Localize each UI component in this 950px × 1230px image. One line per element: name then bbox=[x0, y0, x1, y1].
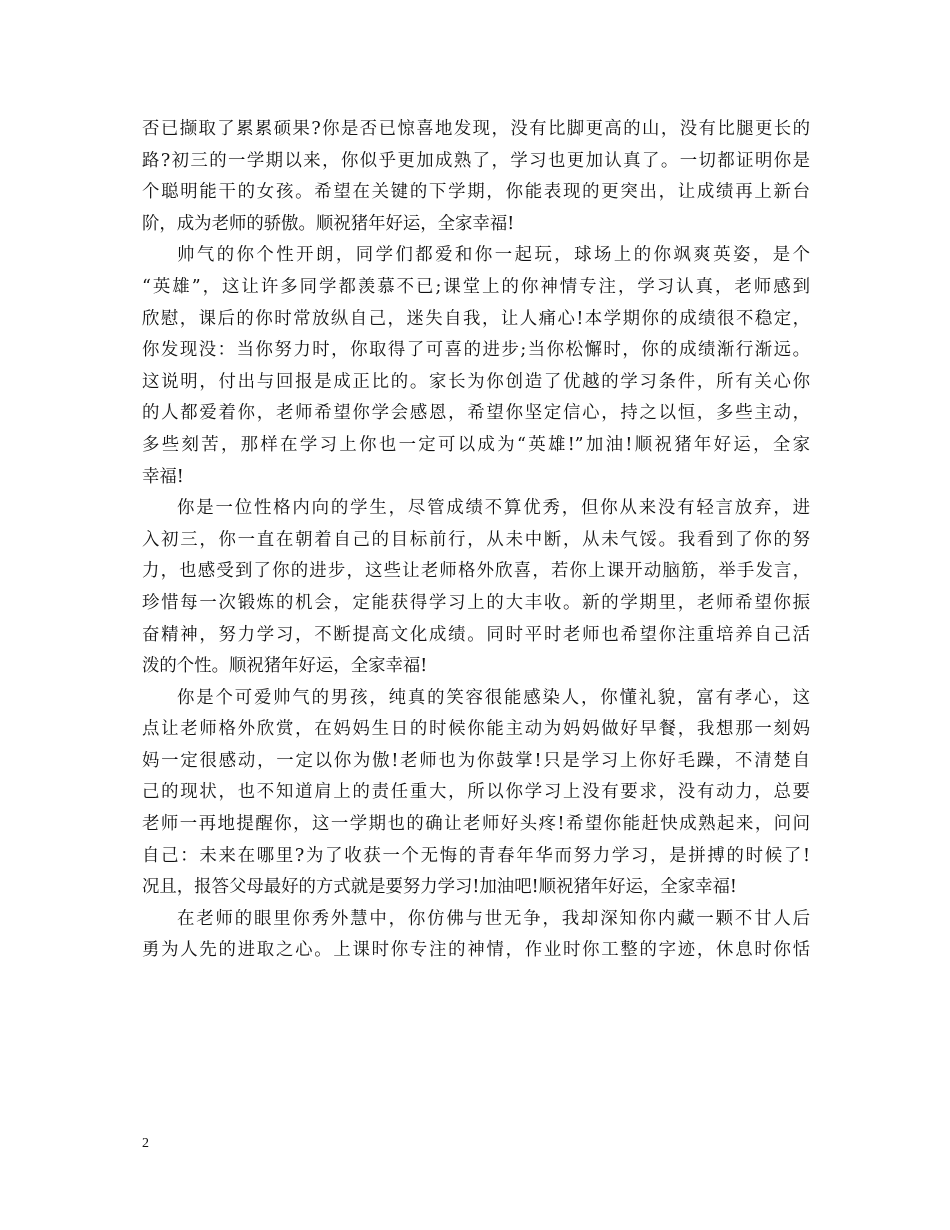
text-line-17: 奋精神，努力学习，不断提高文化成绩。同时平时老师也希望你注重培养自己活 bbox=[142, 624, 810, 645]
document-body bbox=[142, 114, 810, 967]
text-line-11: 多些刻苦，那样在学习上你也一定可以成为“英雄!”加油!顺祝猪年好运，全家 bbox=[142, 434, 810, 455]
text-line-27: 勇为人先的进取之心。上课时你专注的神情，作业时你工整的字迹，休息时你恬 bbox=[142, 940, 810, 961]
text-line-16: 珍惜每一次锻炼的机会，定能获得学习上的大丰收。新的学期里，老师希望你振 bbox=[142, 592, 810, 613]
text-line-2: 路?初三的一学期以来，你似乎更加成熟了，学习也更加认真了。一切都证明你是 bbox=[142, 150, 810, 171]
text-line-4: 阶，成为老师的骄傲。顺祝猪年好运，全家幸福! bbox=[142, 213, 515, 234]
text-line-8: 你发现没：当你努力时，你取得了可喜的进步;当你松懈时，你的成绩渐行渐远。 bbox=[142, 340, 810, 361]
text-line-14: 入初三，你一直在朝着自己的目标前行，从未中断，从未气馁。我看到了你的努 bbox=[142, 529, 810, 550]
text-line-13: 你是一位性格内向的学生，尽管成绩不算优秀，但你从来没有轻言放弃，进 bbox=[177, 498, 810, 519]
text-line-18: 泼的个性。顺祝猪年好运，全家幸福! bbox=[142, 656, 428, 677]
text-line-20: 点让老师格外欣赏，在妈妈生日的时候你能主动为妈妈做好早餐，我想那一刻妈 bbox=[142, 719, 810, 740]
text-line-3: 个聪明能干的女孩。希望在关键的下学期，你能表现的更突出，让成绩再上新台 bbox=[142, 182, 810, 203]
text-line-26: 在老师的眼里你秀外慧中，你仿佛与世无争，我却深知你内藏一颗不甘人后 bbox=[177, 908, 810, 929]
text-line-6: “英雄”，这让许多同学都羡慕不已;课堂上的你神情专注，学习认真，老师感到 bbox=[142, 276, 810, 297]
text-line-10: 的人都爱着你，老师希望你学会感恩，希望你坚定信心，持之以恒，多些主动， bbox=[142, 403, 810, 424]
text-line-12: 幸福! bbox=[142, 466, 184, 487]
text-line-23: 老师一再地提醒你，这一学期也的确让老师好头疼!希望你能赶快成熟起来，问问 bbox=[142, 814, 810, 835]
text-line-9: 这说明，付出与回报是成正比的。家长为你创造了优越的学习条件，所有关心你 bbox=[142, 371, 810, 392]
text-line-24: 自己：未来在哪里?为了收获一个无悔的青春年华而努力学习，是拼搏的时候了! bbox=[142, 845, 810, 866]
page-number: 2 bbox=[142, 1136, 149, 1151]
text-line-7: 欣慰，课后的你时常放纵自己，迷失自我，让人痛心!本学期你的成绩很不稳定， bbox=[142, 308, 810, 329]
text-line-5: 帅气的你个性开朗，同学们都爱和你一起玩，球场上的你飒爽英姿，是个 bbox=[177, 245, 810, 266]
text-line-22: 己的现状，也不知道肩上的责任重大，所以你学习上没有要求，没有动力，总要 bbox=[142, 782, 810, 803]
text-line-1: 否已撷取了累累硕果?你是否已惊喜地发现，没有比脚更高的山，没有比腿更长的 bbox=[142, 119, 810, 139]
text-line-15: 力，也感受到了你的进步，这些让老师格外欣喜，若你上课开动脑筋，举手发言， bbox=[142, 561, 810, 582]
text-line-25: 况且，报答父母最好的方式就是要努力学习!加油吧!顺祝猪年好运，全家幸福! bbox=[142, 877, 737, 898]
text-line-19: 你是个可爱帅气的男孩，纯真的笑容很能感染人，你懂礼貌，富有孝心，这 bbox=[177, 687, 810, 708]
text-line-21: 妈一定很感动，一定以你为傲!老师也为你鼓掌!只是学习上你好毛躁，不清楚自 bbox=[142, 750, 810, 771]
